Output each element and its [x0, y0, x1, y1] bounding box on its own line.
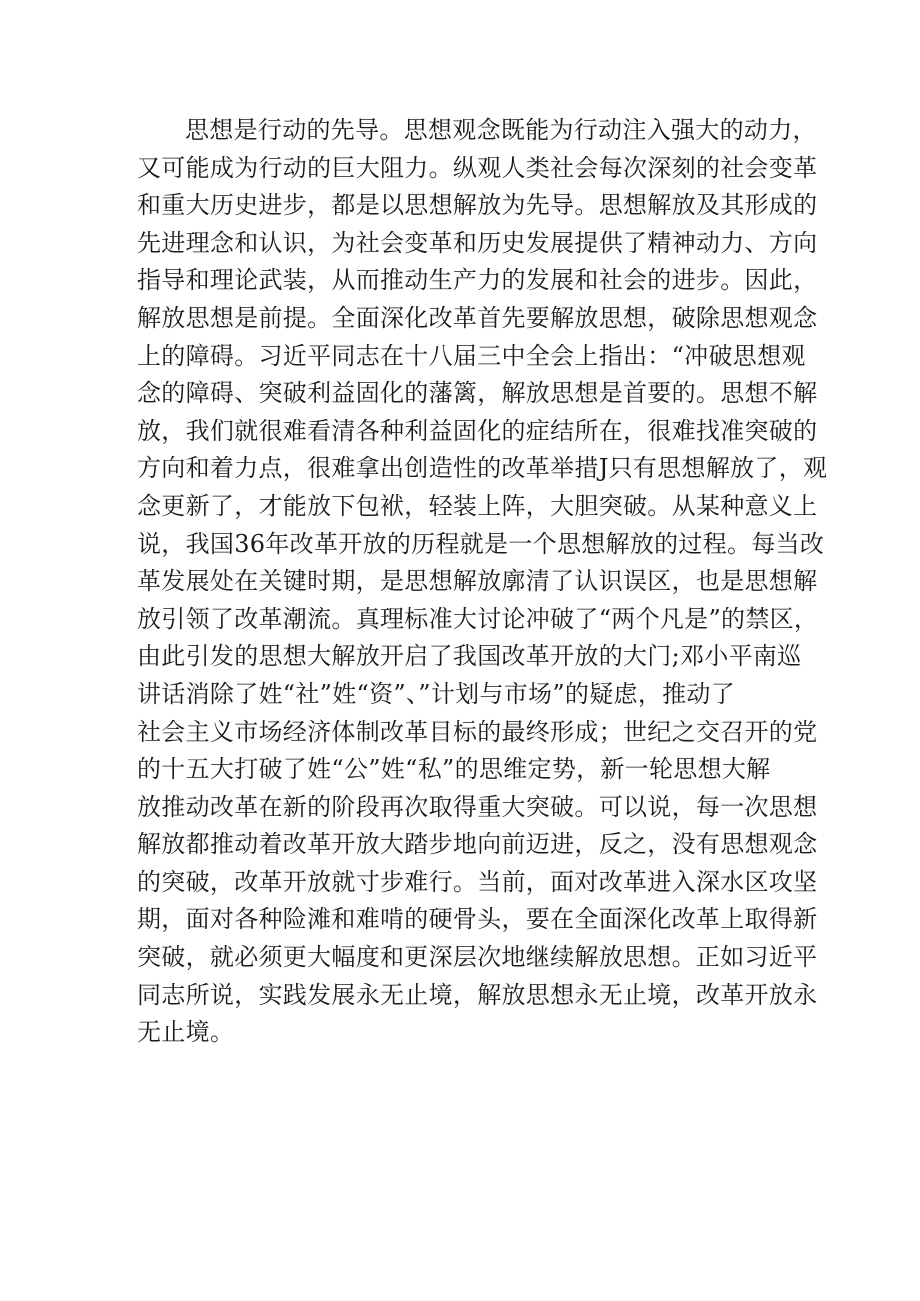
- paragraph-line: 念的障碍、突破利益固化的藩篱，解放思想是首要的。思想不解: [137, 379, 818, 408]
- paragraph-line: 说，我国36年改革开放的历程就是一个思想解放的过程。每当改: [137, 529, 825, 558]
- paragraph-line: 解放思想是前提。全面深化改革首先要解放思想，破除思想观念: [137, 303, 818, 332]
- paragraph-line: 和重大历史进步，都是以思想解放为先导。思想解放及其形成的: [137, 191, 818, 220]
- paragraph-line: 同志所说，实践发展永无止境，解放思想永无止境，改革开放永: [137, 980, 818, 1009]
- paragraph-line: 思想是行动的先导。思想观念既能为行动注入强大的动力，: [185, 116, 817, 144]
- paragraph-line: 放引领了改革潮流。真理标准大讨论冲破了“两个凡是”的禁区，: [137, 604, 819, 633]
- paragraph-line: 革发展处在关键时期，是思想解放廓清了认识误区，也是思想解: [137, 567, 818, 596]
- paragraph-line: 解放都推动着改革开放大踏步地向前迈进，反之，没有思想观念: [137, 830, 818, 859]
- body-paragraph: [137, 112, 828, 1052]
- paragraph-line: 无止境。: [137, 1018, 235, 1047]
- paragraph-line: 的突破，改革开放就寸步难行。当前，面对改革进入深水区攻坚: [137, 867, 818, 896]
- paragraph-line: 社会主义市场经济体制改革目标的最终形成；世纪之交召开的党: [137, 717, 818, 746]
- paragraph-line: 上的障碍。习近平同志在十八届三中全会上指出：“冲破思想观: [137, 341, 806, 370]
- paragraph-line: 先进理念和认识，为社会变革和历史发展提供了精神动力、方向: [137, 228, 818, 257]
- paragraph-line: 指导和理论武装，从而推动生产力的发展和社会的进步。因此，: [137, 266, 818, 295]
- paragraph-line: 方向和着力点，很难拿出创造性的改革举措J只有思想解放了，观: [137, 454, 828, 483]
- paragraph-line: 由此引发的思想大解放开启了我国改革开放的大门;邓小平南巡: [137, 642, 802, 671]
- paragraph-line: 念更新了，才能放下包袱，轻装上阵，大胆突破。从某种意义上: [137, 491, 818, 520]
- paragraph-line: 放推动改革在新的阶段再次取得重大突破。可以说，每一次思想: [137, 792, 818, 821]
- paragraph-line: 放，我们就很难看清各种利益固化的症结所在，很难找准突破的: [137, 416, 818, 445]
- paragraph-line: 期，面对各种险滩和难啃的硬骨头，要在全面深化改革上取得新: [137, 905, 818, 934]
- paragraph-line: 的十五大打破了姓“公”姓“私”的思维定势，新一轮思想大解: [137, 755, 771, 784]
- paragraph-line: 突破，就必须更大幅度和更深层次地继续解放思想。正如习近平: [137, 943, 818, 972]
- paragraph-line: 又可能成为行动的巨大阻力。纵观人类社会每次深刻的社会变革: [137, 153, 818, 182]
- paragraph-line: 讲话消除了姓“社”姓“资”、”计划与市场”的疑虑，推动了: [137, 679, 736, 708]
